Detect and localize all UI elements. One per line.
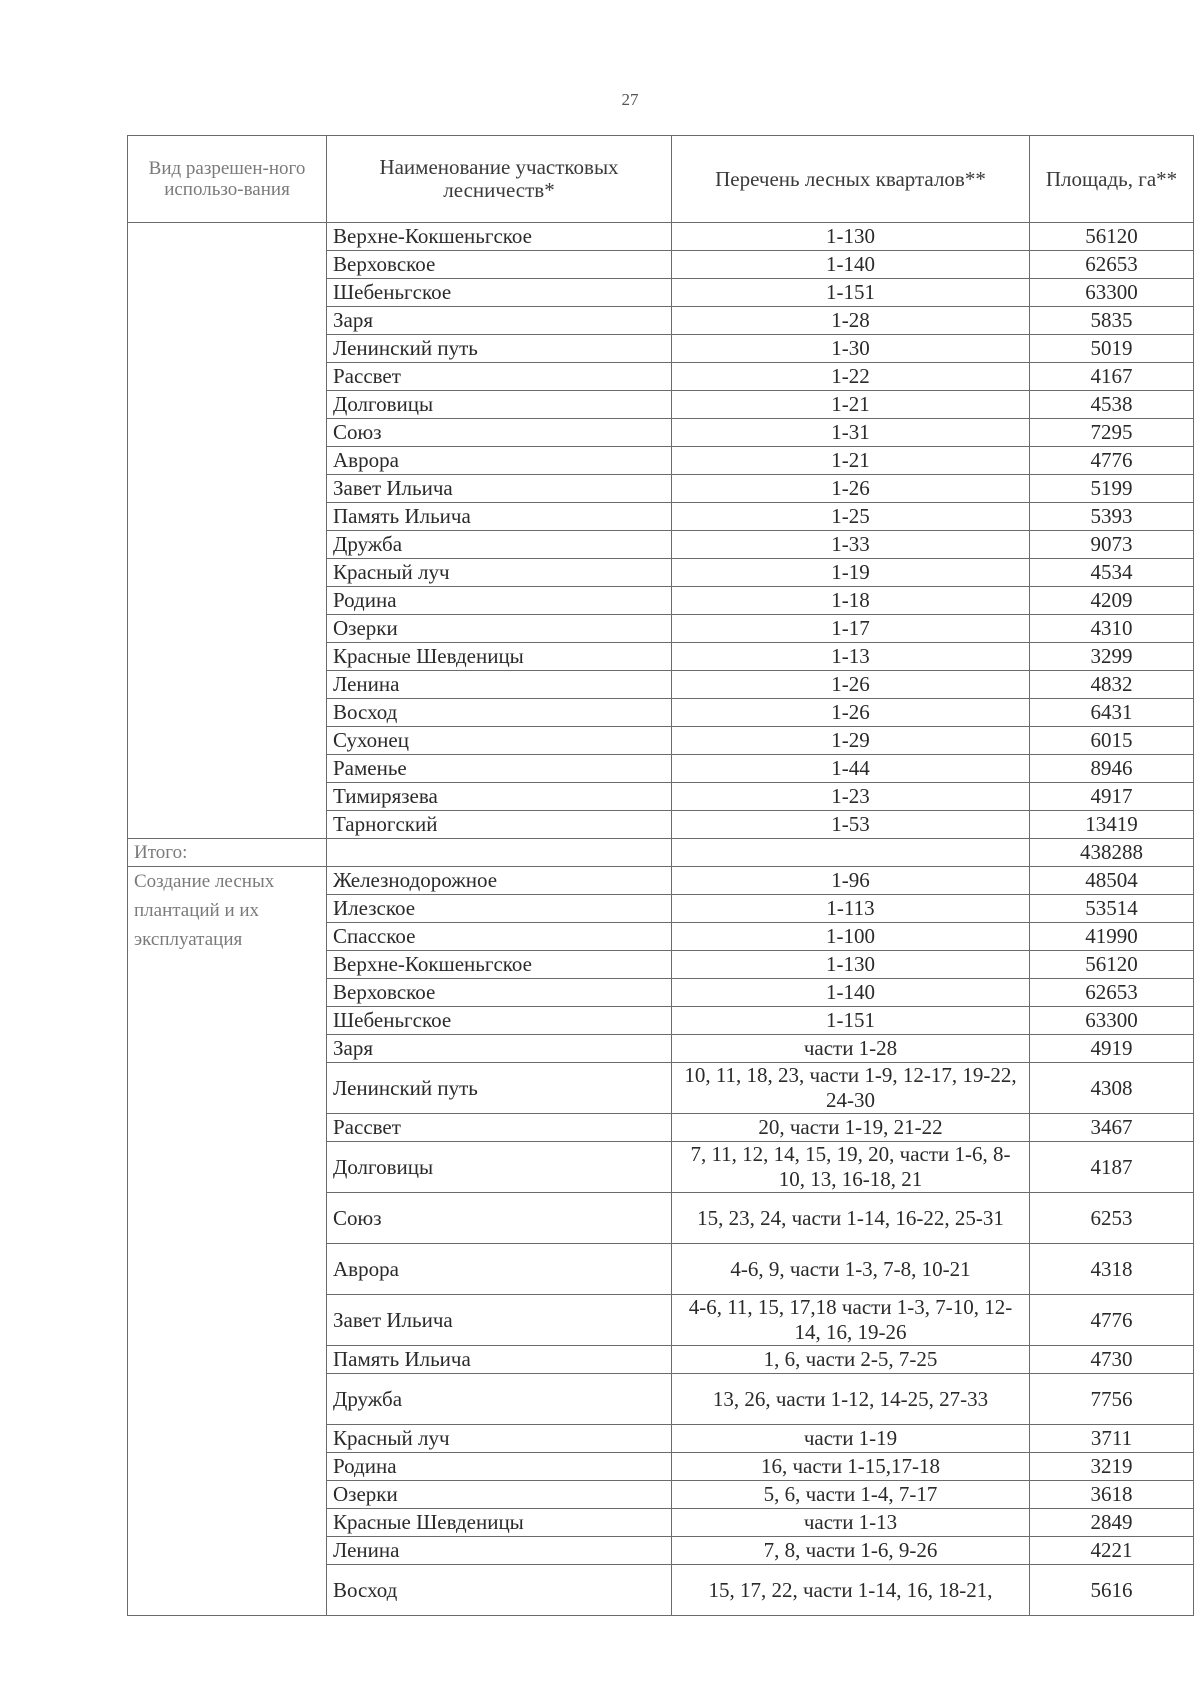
quarters-list: 1-130 [672,223,1030,251]
forestry-name: Верхне-Кокшеньгское [327,951,672,979]
header-quarters: Перечень лесных кварталов** [672,136,1030,223]
forestry-name: Аврора [327,1244,672,1295]
total-area: 438288 [1030,839,1194,867]
area-value: 63300 [1030,279,1194,307]
area-value: 4318 [1030,1244,1194,1295]
table-row [128,223,1194,251]
forestry-name: Союз [327,1193,672,1244]
quarters-list: 1-31 [672,419,1030,447]
forestry-name: Железнодорожное [327,867,672,895]
area-value: 2849 [1030,1509,1194,1537]
area-value: 7295 [1030,419,1194,447]
area-value: 4534 [1030,559,1194,587]
quarters-list: 1, 6, части 2-5, 7-25 [672,1346,1030,1374]
area-value: 3467 [1030,1114,1194,1142]
forestry-name: Дружба [327,531,672,559]
quarters-list: 1-130 [672,951,1030,979]
quarters-list: 1-23 [672,783,1030,811]
area-value: 48504 [1030,867,1194,895]
area-value: 4310 [1030,615,1194,643]
quarters-list: 1-33 [672,531,1030,559]
quarters-list: 15, 17, 22, части 1-14, 16, 18-21, [672,1565,1030,1616]
forestry-name: Верхне-Кокшеньгское [327,223,672,251]
forestry-name: Раменье [327,755,672,783]
forestry-name: Завет Ильича [327,1295,672,1346]
area-value: 3711 [1030,1425,1194,1453]
forestry-name: Союз [327,419,672,447]
forestry-name: Долговицы [327,391,672,419]
forestry-name: Шебеньгское [327,1007,672,1035]
forest-quarters-table [127,135,1194,1616]
quarters-list: 4-6, 11, 15, 17,18 части 1-3, 7-10, 12-14, 16, 19-26 [672,1295,1030,1346]
quarters-list: части 1-13 [672,1509,1030,1537]
forestry-name: Красные Шевденицы [327,643,672,671]
forestry-name: Рассвет [327,363,672,391]
area-value: 3219 [1030,1453,1194,1481]
quarters-list: 1-17 [672,615,1030,643]
area-value: 5616 [1030,1565,1194,1616]
forestry-name: Восход [327,699,672,727]
forestry-name: Спасское [327,923,672,951]
area-value: 4209 [1030,587,1194,615]
area-value: 3618 [1030,1481,1194,1509]
quarters-list: 1-96 [672,867,1030,895]
quarters-list: 1-21 [672,391,1030,419]
quarters-list: 7, 11, 12, 14, 15, 19, 20, части 1-6, 8-10, 13, 16-18, 21 [672,1142,1030,1193]
quarters-list: 5, 6, части 1-4, 7-17 [672,1481,1030,1509]
forestry-name: Ленина [327,1537,672,1565]
quarters-list: 1-44 [672,755,1030,783]
quarters-list: 1-22 [672,363,1030,391]
area-value: 63300 [1030,1007,1194,1035]
forestry-name: Верховское [327,979,672,1007]
area-value: 13419 [1030,811,1194,839]
quarters-list: части 1-19 [672,1425,1030,1453]
quarters-list: 1-151 [672,279,1030,307]
area-value: 6015 [1030,727,1194,755]
forestry-name: Красный луч [327,1425,672,1453]
table-body [128,223,1194,1616]
forestry-name: Родина [327,1453,672,1481]
forestry-name: Память Ильича [327,1346,672,1374]
forestry-name: Аврора [327,447,672,475]
area-value: 62653 [1030,979,1194,1007]
area-value: 4776 [1030,1295,1194,1346]
area-value: 4730 [1030,1346,1194,1374]
quarters-list: 1-100 [672,923,1030,951]
quarters-list: 1-26 [672,671,1030,699]
quarters-list: 1-28 [672,307,1030,335]
forestry-name: Ленина [327,671,672,699]
area-value: 6253 [1030,1193,1194,1244]
area-value: 4832 [1030,671,1194,699]
area-value: 4538 [1030,391,1194,419]
area-value: 4776 [1030,447,1194,475]
area-value: 7756 [1030,1374,1194,1425]
header-area: Площадь, га** [1030,136,1194,223]
quarters-list: 1-19 [672,559,1030,587]
area-value: 56120 [1030,223,1194,251]
table-header-row [128,136,1194,223]
forestry-name: Озерки [327,615,672,643]
quarters-list: 1-140 [672,251,1030,279]
forestry-name: Заря [327,1035,672,1063]
area-value: 4167 [1030,363,1194,391]
quarters-list: 10, 11, 18, 23, части 1-9, 12-17, 19-22, 24-30 [672,1063,1030,1114]
forestry-name: Родина [327,587,672,615]
total-empty-cell [672,839,1030,867]
forestry-name: Илезское [327,895,672,923]
quarters-list: 1-18 [672,587,1030,615]
quarters-list: 1-25 [672,503,1030,531]
area-value: 6431 [1030,699,1194,727]
forestry-name: Восход [327,1565,672,1616]
forestry-name: Сухонец [327,727,672,755]
area-value: 9073 [1030,531,1194,559]
forestry-name: Красные Шевденицы [327,1509,672,1537]
quarters-list: 1-53 [672,811,1030,839]
quarters-list: 4-6, 9, части 1-3, 7-8, 10-21 [672,1244,1030,1295]
area-value: 56120 [1030,951,1194,979]
quarters-list: 1-13 [672,643,1030,671]
area-value: 53514 [1030,895,1194,923]
area-value: 5835 [1030,307,1194,335]
quarters-list: 1-113 [672,895,1030,923]
table-row [128,867,1194,895]
quarters-list: 13, 26, части 1-12, 14-25, 27-33 [672,1374,1030,1425]
forestry-name: Шебеньгское [327,279,672,307]
area-value: 41990 [1030,923,1194,951]
quarters-list: 1-140 [672,979,1030,1007]
quarters-list: 16, части 1-15,17-18 [672,1453,1030,1481]
quarters-list: части 1-28 [672,1035,1030,1063]
forestry-name: Тарногский [327,811,672,839]
area-value: 5019 [1030,335,1194,363]
forestry-name: Память Ильича [327,503,672,531]
total-empty-cell [327,839,672,867]
area-value: 4917 [1030,783,1194,811]
forestry-name: Заря [327,307,672,335]
area-value: 4221 [1030,1537,1194,1565]
forestry-name: Красный луч [327,559,672,587]
area-value: 3299 [1030,643,1194,671]
header-forestry: Наименование участковых лесничеств* [327,136,672,223]
use-type-cell: Создание лесных плантаций и их эксплуатация [128,867,327,1616]
quarters-list: 1-26 [672,475,1030,503]
forestry-name: Верховское [327,251,672,279]
area-value: 4187 [1030,1142,1194,1193]
quarters-list: 1-29 [672,727,1030,755]
forestry-name: Дружба [327,1374,672,1425]
quarters-list: 1-30 [672,335,1030,363]
area-value: 4919 [1030,1035,1194,1063]
quarters-list: 1-21 [672,447,1030,475]
quarters-list: 1-151 [672,1007,1030,1035]
forestry-name: Рассвет [327,1114,672,1142]
area-value: 8946 [1030,755,1194,783]
forestry-name: Завет Ильича [327,475,672,503]
forestry-name: Ленинский путь [327,335,672,363]
area-value: 5393 [1030,503,1194,531]
quarters-list: 20, части 1-19, 21-22 [672,1114,1030,1142]
quarters-list: 1-26 [672,699,1030,727]
area-value: 62653 [1030,251,1194,279]
quarters-list: 15, 23, 24, части 1-14, 16-22, 25-31 [672,1193,1030,1244]
page-number: 27 [621,90,639,109]
total-row [128,839,1194,867]
area-value: 4308 [1030,1063,1194,1114]
quarters-list: 7, 8, части 1-6, 9-26 [672,1537,1030,1565]
forestry-name: Тимирязева [327,783,672,811]
header-use-type: Вид разрешен-ного использо-вания [128,136,327,223]
forestry-name: Озерки [327,1481,672,1509]
area-value: 5199 [1030,475,1194,503]
forestry-name: Долговицы [327,1142,672,1193]
forestry-name: Ленинский путь [327,1063,672,1114]
use-type-cell [128,223,327,839]
total-label: Итого: [128,839,327,867]
